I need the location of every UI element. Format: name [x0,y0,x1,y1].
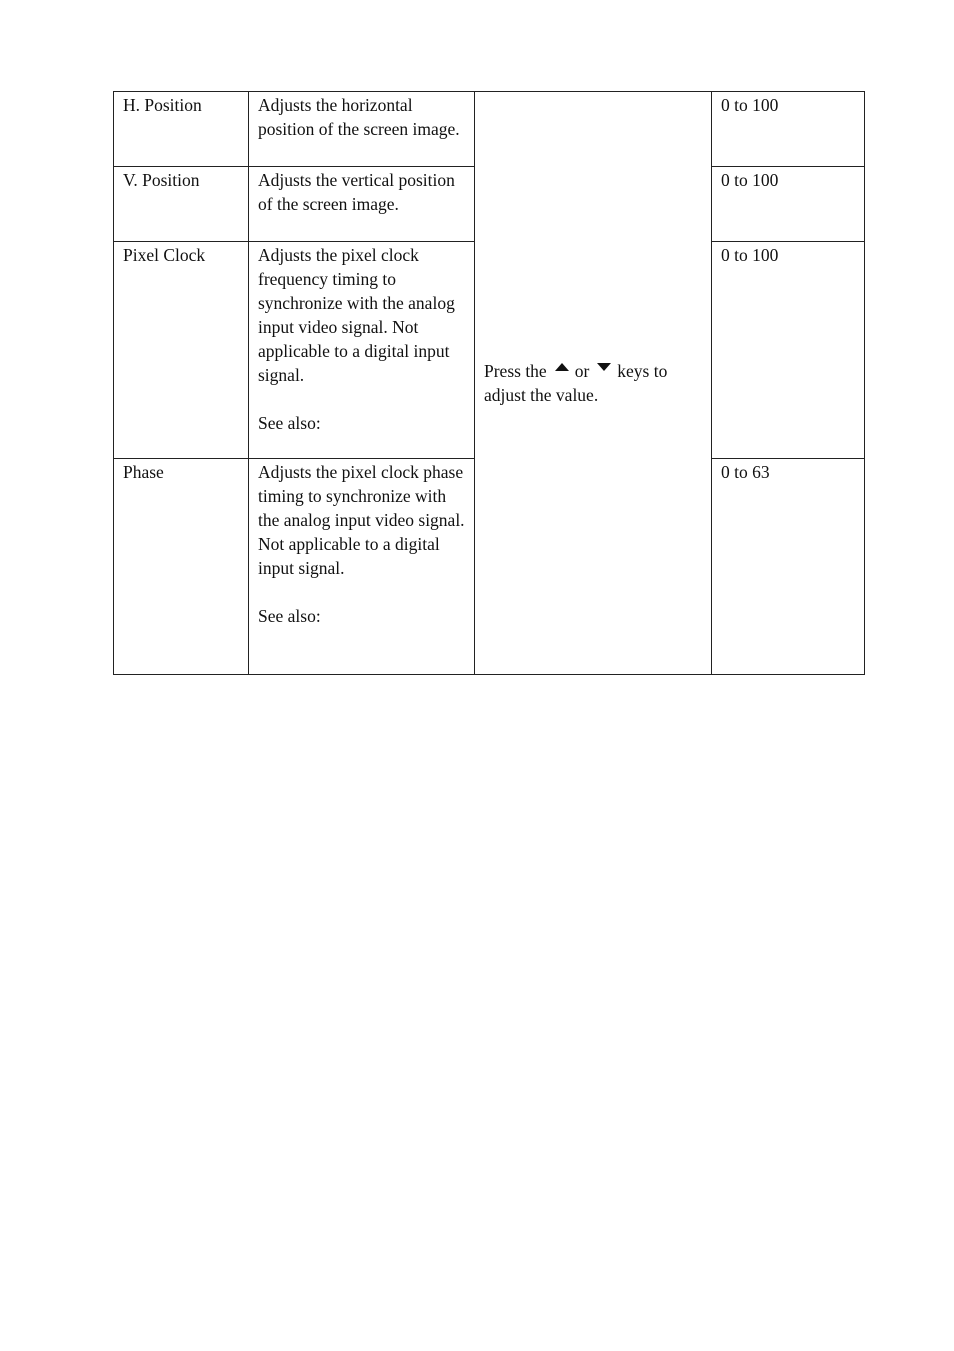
setting-description-cell [249,459,475,675]
setting-name: V. Position [114,167,249,242]
setting-range: 0 to 63 [712,459,865,675]
action-suffix: keys to adjust the value. [484,360,668,405]
action-prefix: Press the [484,360,547,381]
triangle-down-icon [597,363,611,371]
setting-description: Adjusts the vertical position of the screen image. [249,167,475,242]
triangle-up-icon [555,363,569,371]
table-row-h-position [114,92,865,167]
see-also-link[interactable]: See also: [258,413,321,433]
setting-name: Phase [114,459,249,675]
settings-table [113,91,865,675]
setting-name: H. Position [114,92,249,167]
action-joiner: or [574,360,590,381]
setting-range: 0 to 100 [712,167,865,242]
action-cell [475,92,712,675]
setting-description: Adjusts the horizontal position of the screen image. [249,92,475,167]
settings-table-container [113,91,864,675]
setting-description: Adjusts the pixel clock frequency timing to synchronize with the analog input video signal. Not applicable to a digital input signal. [258,245,455,385]
setting-range: 0 to 100 [712,242,865,459]
see-also-link[interactable]: See also: [258,606,321,626]
setting-range: 0 to 100 [712,92,865,167]
setting-name: Pixel Clock [114,242,249,459]
setting-description-cell [249,242,475,459]
setting-description: Adjusts the pixel clock phase timing to synchronize with the analog input video signal. Not applicable to a digital input signal. [258,462,465,578]
